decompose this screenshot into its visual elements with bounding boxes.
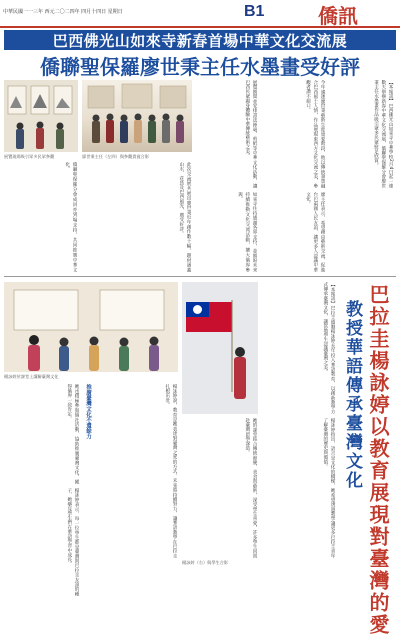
section-divider bbox=[4, 276, 396, 277]
second-story-col-4: 楊詠婷說，教育是她表達對臺灣之愛的方式，未來將持續努力，讓華語教學在巴拉圭扎根茁壯。 bbox=[164, 384, 177, 558]
classroom-photo-caption: 楊詠婷（右）與學生合影 bbox=[182, 560, 229, 565]
top-story-col-6: 此次交流展共展出廖世秉近年創作數十幅，題材涵蓋山水、花鳥及巴西風光，廣受好評。 bbox=[178, 162, 191, 272]
top-story-col-7: 僑聯聖保羅分會成員亦到場支持，共同推廣中華文化。 bbox=[64, 162, 77, 272]
top-story-col-5: 如來寺住持感謝各界支持，並期盼未來持續推動文化交流活動，擴大僑界參與。 bbox=[237, 192, 257, 272]
group-photo-caption: 廖世秉主任（左四）與參觀貴賓合影 bbox=[82, 154, 150, 159]
second-story-col-1: 【本報訊】巴拉圭僑胞楊詠婷長年投入華語教育，以創新教學方式傳承臺灣文化，讓當地學生認識臺灣之美。 bbox=[322, 282, 335, 414]
page-header bbox=[0, 0, 400, 28]
top-story-banner-text: 巴西佛光山如來寺新春首場中華文化交流展 bbox=[52, 31, 348, 50]
teacher-photo-caption: 楊詠婷於課堂上講解臺灣文化 bbox=[4, 374, 59, 379]
classroom-photo bbox=[182, 282, 258, 414]
issue-date: 中華民國一一三年 西元二〇二四年 四月十四日 星期日 bbox=[3, 9, 123, 15]
page-number: B1 bbox=[244, 3, 265, 20]
second-story-col-2: 楊詠婷指出，語言是文化的橋樑，她希望透過教學讓更多巴拉圭青年了解臺灣的歷史與價值。 bbox=[322, 418, 335, 558]
second-story-col-6: 楊詠婷表示，每一位學生都是臺灣與巴拉圭友誼的種子，她樂見學生們在華語學習中成長。 bbox=[66, 488, 79, 596]
top-story-banner bbox=[4, 30, 396, 50]
second-story-col-5: 她也積極參與僑社活動，協助推廣臺灣文化，獲得僑界一致肯定。 bbox=[66, 384, 79, 484]
top-story-headline-text: 僑聯聖保羅廖世秉主任水墨畫受好評 bbox=[40, 54, 360, 79]
second-story-headline-red: 巴拉圭楊詠婷以教育展現對臺灣的愛 bbox=[366, 284, 390, 636]
top-story-col-4: 廖主任表示，希望藉由藝術交流，促進台巴兩國人民友誼，讓更多人認識中華文化。 bbox=[305, 192, 325, 272]
second-story-subheading: 推廣臺灣文化不遺餘力 bbox=[85, 384, 91, 439]
top-story-col-3: 展覽期間並安排書法揮毫、剪紙等中華文化活動，讓巴西民眾親身體驗中華傳統藝術之美。 bbox=[244, 80, 257, 188]
exhibition-photo bbox=[4, 80, 78, 152]
top-story-headline bbox=[4, 53, 396, 77]
teacher-photo bbox=[4, 282, 178, 372]
top-story-col-1: 【本報訊】巴西佛光山如來寺中華學校2月4日起一連數天舉辦新春中華文化交流展，僑聯聖保羅分會廖世秉主任水墨畫作品吸引眾多民眾駐足欣賞。 bbox=[373, 80, 393, 188]
second-story-headline-blue: 教授華語傳承臺灣文化 bbox=[342, 300, 362, 490]
top-story-col-2: 今年適逢廖世秉藝術生涯重要階段，他以傳統筆墨融合巴西風土人情，作品展現東西方文化交流之美，參觀者讚不絕口。 bbox=[305, 80, 325, 188]
exhibition-photo-caption: 展覽現場吸引眾多民眾參觀 bbox=[4, 154, 55, 159]
second-story-col-3: 她的課堂結合傳統節慶、美食與藝術，深受學生喜愛，許多學生因而赴臺灣留學深造。 bbox=[244, 418, 257, 558]
newspaper-logo: 僑訊 bbox=[318, 4, 358, 28]
group-photo bbox=[82, 80, 192, 152]
